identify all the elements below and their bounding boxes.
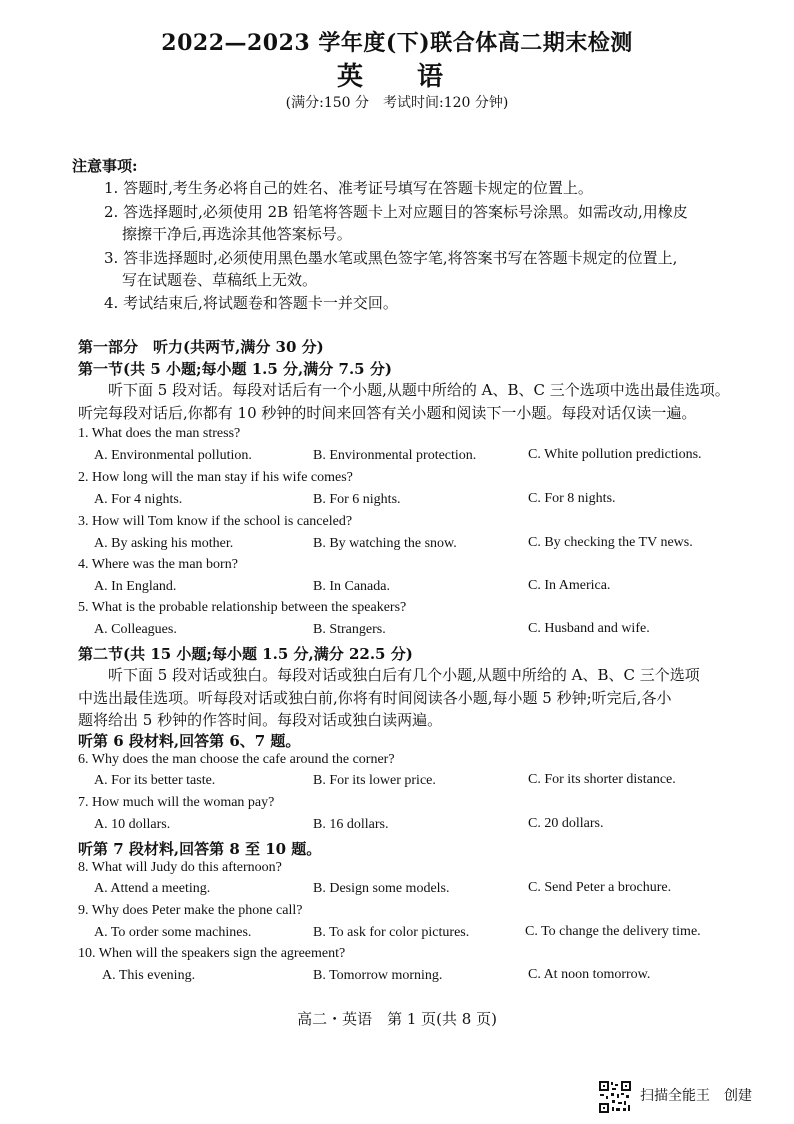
material-7-heading: 听第 7 段材料,回答第 8 至 10 题。 — [78, 840, 322, 858]
notes-heading: 注意事项: — [72, 157, 138, 175]
note-1: 1. 答题时,考生务必将自己的姓名、准考证号填写在答题卡规定的位置上。 — [104, 179, 593, 197]
q8-option-a: A. Attend a meeting. — [94, 881, 211, 896]
q2-option-b: B. For 6 nights. — [313, 492, 401, 507]
note-4: 4. 考试结束后,将试题卷和答题卡一并交回。 — [104, 294, 398, 312]
q1-option-a: A. Environmental pollution. — [94, 448, 252, 463]
section2-instructions-2: 中选出最佳选项。听每段对话或独白前,你将有时间阅读各小题,每小题 5 秒钟;听完后,各小 — [78, 689, 672, 707]
section1-heading: 第一节(共 5 小题;每小题 1.5 分,满分 7.5 分) — [78, 360, 392, 378]
q4-option-a: A. In England. — [94, 579, 177, 594]
q8-option-c: C. Send Peter a brochure. — [528, 880, 672, 895]
question-6: 6. Why does the man choose the cafe around the corner? — [78, 752, 395, 767]
exam-title: 2022—2023 学年度(下)联合体高二期末检测 — [161, 30, 633, 56]
q4-option-c: C. In America. — [528, 578, 611, 593]
question-4: 4. Where was the man born? — [78, 557, 238, 572]
q8-option-b: B. Design some models. — [313, 881, 450, 896]
q6-option-a: A. For its better taste. — [94, 773, 216, 788]
section1-instructions-2: 听完每段对话后,你都有 10 秒钟的时间来回答有关小题和阅读下一小题。每段对话仅读一遍。 — [78, 404, 697, 422]
q5-option-a: A. Colleagues. — [94, 622, 177, 637]
q3-option-c: C. By checking the TV news. — [528, 535, 693, 550]
subject-title: 英 语 — [336, 62, 457, 92]
question-5: 5. What is the probable relationship between the speakers? — [78, 600, 407, 615]
section2-heading: 第二节(共 15 小题;每小题 1.5 分,满分 22.5 分) — [78, 645, 413, 663]
question-7: 7. How much will the woman pay? — [78, 795, 275, 810]
q7-option-a: A. 10 dollars. — [94, 817, 171, 832]
question-9: 9. Why does Peter make the phone call? — [78, 903, 303, 918]
q1-option-c: C. White pollution predictions. — [528, 447, 702, 462]
q2-option-c: C. For 8 nights. — [528, 491, 616, 506]
material-6-heading: 听第 6 段材料,回答第 6、7 题。 — [78, 732, 301, 750]
question-1: 1. What does the man stress? — [78, 426, 241, 441]
question-10: 10. When will the speakers sign the agreement? — [78, 946, 346, 961]
q4-option-b: B. In Canada. — [313, 579, 390, 594]
question-3: 3. How will Tom know if the school is canceled? — [78, 514, 353, 529]
section2-instructions-3: 题将给出 5 秒钟的作答时间。每段对话或独白读两遍。 — [78, 711, 443, 729]
note-2: 2. 答选择题时,必须使用 2B 铅笔将答题卡上对应题目的答案标号涂黑。如需改动,用橡皮 — [104, 203, 688, 221]
q5-option-c: C. Husband and wife. — [528, 621, 650, 636]
section1-instructions-1: 听下面 5 段对话。每段对话后有一个小题,从题中所给的 A、B、C 三个选项中选出最佳选项。 — [108, 381, 730, 399]
q9-option-c: C. To change the delivery time. — [525, 924, 701, 939]
q10-option-c: C. At noon tomorrow. — [528, 967, 651, 982]
q1-option-b: B. Environmental protection. — [313, 448, 477, 463]
note-3-cont: 写在试题卷、草稿纸上无效。 — [122, 271, 318, 289]
section2-instructions-1: 听下面 5 段对话或独白。每段对话或独白后有几个小题,从题中所给的 A、B、C 三个选项 — [108, 666, 700, 684]
part1-heading: 第一部分 听力(共两节,满分 30 分) — [78, 338, 324, 356]
scanner-watermark: 扫描全能王 创建 — [640, 1088, 752, 1104]
question-8: 8. What will Judy do this afternoon? — [78, 860, 282, 875]
q3-option-b: B. By watching the snow. — [313, 536, 457, 551]
q9-option-a: A. To order some machines. — [94, 925, 252, 940]
q5-option-b: B. Strangers. — [313, 622, 386, 637]
note-2-cont: 擦擦干净后,再选涂其他答案标号。 — [122, 225, 352, 243]
q10-option-a: A. This evening. — [102, 968, 196, 983]
qr-code-icon — [598, 1080, 632, 1114]
q9-option-b: B. To ask for color pictures. — [313, 925, 470, 940]
q7-option-c: C. 20 dollars. — [528, 816, 604, 831]
q3-option-a: A. By asking his mother. — [94, 536, 234, 551]
exam-info: (满分:150 分 考试时间:120 分钟) — [285, 95, 509, 111]
q10-option-b: B. Tomorrow morning. — [313, 968, 443, 983]
q6-option-b: B. For its lower price. — [313, 773, 436, 788]
q7-option-b: B. 16 dollars. — [313, 817, 389, 832]
question-2: 2. How long will the man stay if his wife comes? — [78, 470, 353, 485]
note-3: 3. 答非选择题时,必须使用黑色墨水笔或黑色签字笔,将答案书写在答题卡规定的位置上, — [104, 249, 678, 267]
q2-option-a: A. For 4 nights. — [94, 492, 183, 507]
q6-option-c: C. For its shorter distance. — [528, 772, 676, 787]
page-footer: 高二・英语 第 1 页(共 8 页) — [297, 1010, 497, 1028]
